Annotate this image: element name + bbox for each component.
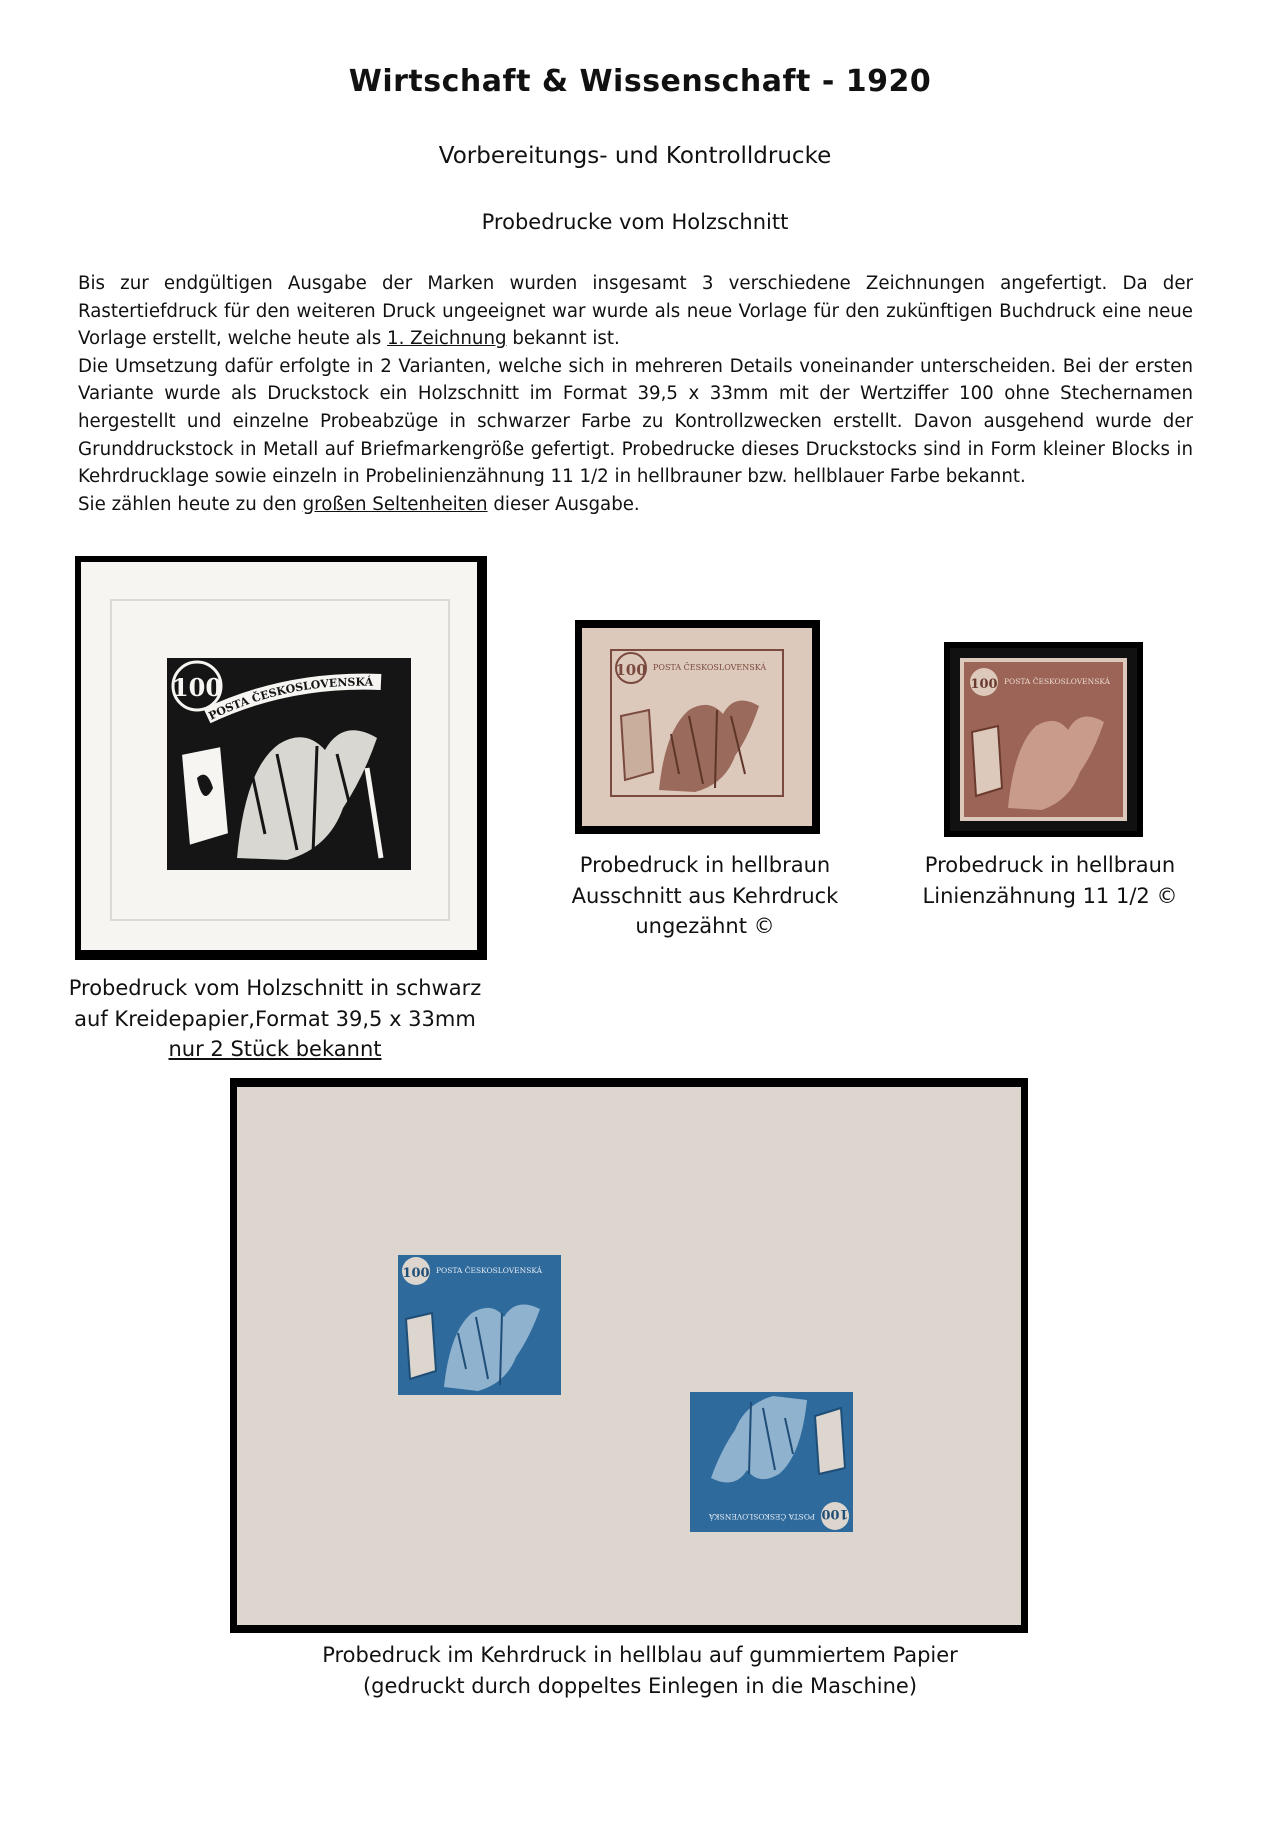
stamp-value: 100 — [970, 677, 998, 692]
black-woodcut-proof — [75, 556, 487, 960]
stamp-inscription: POSTA ČESKOSLOVENSKÁ — [436, 1266, 543, 1275]
intro-paragraph-2: Die Umsetzung dafür erfolgte in 2 Varianten, welche sich in mehreren Details voneinander unterscheiden. Bei der ersten Variante wurde als Druckstock ein Holzschnitt im Format 39,5 x 33mm mit der Wertziffer 100 ohne Stechernamen hergestellt und einzelne Probeabzüge in schwarzer Farbe zu Kontrollzwecken erstellt. Davon ausgehend wurde der Grunddruckstock in Metall auf Briefmarkengröße gefertigt. Probedrucke dieses Druckstocks sind in Form kleiner Blocks in Kehrdrucklage sowie einzeln in Probelinienzähnung 11 1/2 in hellbrauner bzw. hellblauer Farbe bekannt. — [78, 355, 1193, 488]
seltenheiten-term: großen Seltenheiten — [302, 493, 488, 515]
stamp-inscription: POSTA ČESKOSLOVENSKÁ — [206, 675, 374, 723]
caption-line: Ausschnitt aus Kehrdruck — [571, 883, 839, 908]
brown-perf-proof-mount — [944, 642, 1143, 837]
caption-line-rarity: nur 2 Stück bekannt — [168, 1037, 382, 1061]
caption-line: ungezähnt © — [635, 914, 775, 938]
intro-text-part: bekannt ist. — [506, 328, 620, 350]
section-heading: Probedrucke vom Holzschnitt — [481, 210, 789, 234]
caption-line: Probedruck in hellbraun — [579, 853, 831, 877]
caption-line: Probedruck im Kehrdruck in hellblau auf gummiertem Papier — [322, 1643, 958, 1667]
black-proof-mount — [75, 556, 487, 960]
stamp-inscription: POSTA ČESKOSLOVENSKÁ — [653, 663, 767, 672]
stamp-value: 100 — [171, 673, 223, 702]
stamp-value: 100 — [615, 661, 647, 679]
intro-text-part: Bis zur endgültigen Ausgabe der Marken wurden insgesamt 3 verschiedene Zeichnungen angefertigt. Da der Rastertiefdruck für den weiteren Druck ungeeignet war wurde als neue Vorlage für den zukünftigen Buchdruck eine neue Vorlage erstellt, welche heute als — [78, 273, 1193, 350]
caption-line: Probedruck in hellbraun — [924, 853, 1176, 877]
zeichnung-term: 1. Zeichnung — [387, 328, 507, 350]
blue-kehrdruck-mount — [230, 1078, 1028, 1633]
stamp-design-black — [167, 658, 411, 870]
blue-stamp-inverted — [690, 1392, 853, 1532]
intro-text — [78, 270, 1193, 518]
caption-brown-perf — [915, 850, 1185, 911]
intro-text-part: Sie zählen heute zu den — [78, 493, 303, 515]
stamp-inscription: POSTA ČESKOSLOVENSKÁ — [708, 1512, 815, 1521]
blue-stamp-upright — [398, 1255, 561, 1395]
stamp-design-brown-perf — [964, 662, 1123, 817]
brown-perf-proof — [944, 642, 1143, 837]
caption-line: auf Kreidepapier,Format 39,5 x 33mm — [74, 1006, 476, 1031]
intro-paragraph-1 — [78, 270, 1193, 353]
stamp-value: 100 — [821, 1506, 849, 1521]
intro-paragraph-3 — [78, 491, 1193, 519]
caption-blue-kehrdruck — [290, 1640, 990, 1701]
page-title: Wirtschaft & Wissenschaft - 1920 — [348, 64, 932, 99]
brown-imperf-proof-mount — [575, 620, 820, 834]
brown-imperf-proof — [575, 620, 820, 834]
caption-black-woodcut — [65, 973, 485, 1065]
page-subtitle: Vorbereitungs- und Kontrolldrucke — [438, 143, 832, 169]
caption-line: Linienzähnung 11 1/2 © — [922, 883, 1178, 908]
stamp-inscription: POSTA ČESKOSLOVENSKÁ — [1004, 677, 1111, 686]
caption-line: (gedruckt durch doppeltes Einlegen in die Maschine) — [362, 1673, 918, 1698]
stamp-value: 100 — [402, 1266, 430, 1281]
intro-text-part: dieser Ausgabe. — [487, 493, 640, 515]
blue-kehrdruck-block — [230, 1078, 1028, 1633]
caption-line: Probedruck vom Holzschnitt in schwarz — [68, 976, 482, 1000]
caption-brown-imperf — [560, 850, 850, 942]
